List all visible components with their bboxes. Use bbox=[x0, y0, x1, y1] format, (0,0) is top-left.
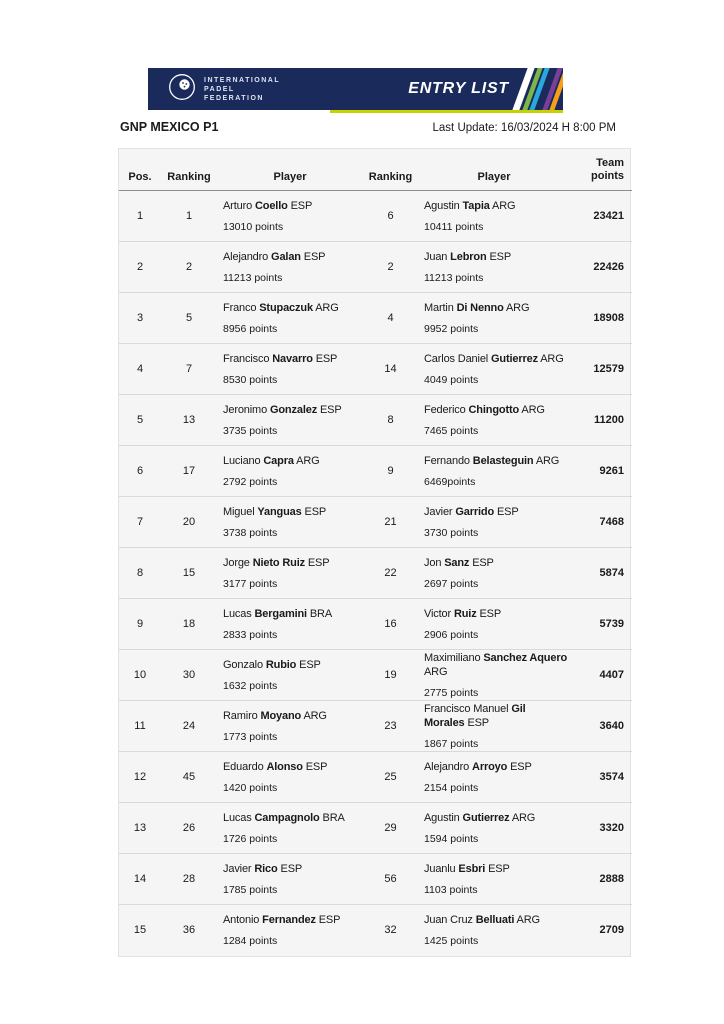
ipf-logo-text bbox=[204, 76, 280, 103]
player-points: 9952 points bbox=[424, 322, 479, 335]
player-points: 2775 points bbox=[424, 686, 479, 699]
player-cell-1 bbox=[217, 446, 363, 497]
player-name: Miguel Yanguas ESP bbox=[223, 505, 327, 518]
last-update: Last Update: 16/03/2024 H 8:00 PM bbox=[432, 122, 616, 134]
player-name: Eduardo Alonso ESP bbox=[223, 760, 328, 773]
player-cell-2 bbox=[418, 395, 570, 446]
player-points: 1867 points bbox=[424, 737, 479, 750]
ranking-cell-2: 21 bbox=[363, 497, 418, 548]
position-cell: 8 bbox=[119, 548, 161, 599]
player-cell-1 bbox=[217, 242, 363, 293]
ranking-cell-2: 2 bbox=[363, 242, 418, 293]
player-points: 3738 points bbox=[223, 526, 278, 539]
position-cell: 2 bbox=[119, 242, 161, 293]
player-name: Lucas Campagnolo BRA bbox=[223, 811, 345, 824]
ranking-cell-1: 15 bbox=[161, 548, 217, 599]
team-points-cell: 5874 bbox=[570, 548, 632, 599]
position-cell: 5 bbox=[119, 395, 161, 446]
player-cell-1 bbox=[217, 650, 363, 701]
ranking-cell-1: 18 bbox=[161, 599, 217, 650]
ranking-cell-1: 28 bbox=[161, 854, 217, 905]
player-cell-2 bbox=[418, 191, 570, 242]
team-points-cell: 3320 bbox=[570, 803, 632, 854]
player-points: 1420 points bbox=[223, 781, 278, 794]
player-name: Federico Chingotto ARG bbox=[424, 403, 545, 416]
player-cell-1 bbox=[217, 548, 363, 599]
info-row bbox=[120, 120, 616, 134]
ipf-banner bbox=[148, 68, 563, 110]
player-cell-1 bbox=[217, 905, 363, 956]
ranking-cell-1: 30 bbox=[161, 650, 217, 701]
player-cell-1 bbox=[217, 701, 363, 752]
ranking-cell-2: 14 bbox=[363, 344, 418, 395]
banner-underline bbox=[330, 110, 563, 113]
ranking-cell-2: 25 bbox=[363, 752, 418, 803]
ranking-cell-2: 16 bbox=[363, 599, 418, 650]
player-points: 3735 points bbox=[223, 424, 278, 437]
player-points: 1632 points bbox=[223, 679, 278, 692]
player-name: Jorge Nieto Ruiz ESP bbox=[223, 556, 330, 569]
ranking-cell-2: 32 bbox=[384, 924, 397, 937]
player-name: Alejandro Galan ESP bbox=[223, 250, 326, 263]
team-points-cell: 4407 bbox=[570, 650, 632, 701]
ranking-cell-1: 1 bbox=[161, 191, 217, 242]
position-cell: 9 bbox=[119, 599, 161, 650]
ipf-logo bbox=[148, 73, 280, 106]
player-name: Juan Cruz Belluati ARG bbox=[424, 913, 540, 926]
ranking-cell-2: 9 bbox=[363, 446, 418, 497]
player-name: Gonzalo Rubio ESP bbox=[223, 658, 321, 671]
player-points: 6469points bbox=[424, 475, 476, 488]
player-points: 1284 points bbox=[223, 934, 278, 947]
ranking-cell-2: 29 bbox=[363, 803, 418, 854]
player-cell-2 bbox=[418, 242, 570, 293]
player-cell-1 bbox=[217, 344, 363, 395]
team-points-cell: 3574 bbox=[570, 752, 632, 803]
table-row bbox=[119, 293, 632, 344]
team-points-cell: 18908 bbox=[570, 293, 632, 344]
table-row bbox=[119, 905, 632, 956]
ranking-cell-2: 56 bbox=[363, 854, 418, 905]
player-name: Fernando Belasteguin ARG bbox=[424, 454, 560, 467]
position-cell: 3 bbox=[119, 293, 161, 344]
ranking-cell-1: 17 bbox=[161, 446, 217, 497]
player-name: Javier Garrido ESP bbox=[424, 505, 519, 518]
banner-title: ENTRY LIST bbox=[408, 80, 509, 97]
player-points: 10411 points bbox=[424, 220, 484, 233]
col-header-pos: Pos. bbox=[119, 149, 161, 191]
player-name: Maximiliano Sanchez Aquero ARG bbox=[424, 651, 568, 678]
player-cell-1 bbox=[217, 497, 363, 548]
player-name: Juanlu Esbri ESP bbox=[424, 862, 510, 875]
team-points-cell: 7468 bbox=[570, 497, 632, 548]
player-cell-2 bbox=[418, 446, 570, 497]
team-points-cell: 23421 bbox=[570, 191, 632, 242]
ranking-cell-2: 4 bbox=[363, 293, 418, 344]
team-points-cell: 9261 bbox=[570, 446, 632, 497]
player-cell-2 bbox=[418, 650, 570, 701]
ranking-cell-1: 36 bbox=[182, 924, 196, 937]
entry-table-body bbox=[119, 191, 632, 956]
player-name: Carlos Daniel Gutierrez ARG bbox=[424, 352, 564, 365]
player-cell-2 bbox=[418, 548, 570, 599]
player-name: Francisco Manuel Gil Morales ESP bbox=[424, 702, 526, 729]
position-cell: 11 bbox=[119, 701, 161, 752]
ranking-cell-2: 6 bbox=[363, 191, 418, 242]
position-cell: 4 bbox=[119, 344, 161, 395]
position-cell: 7 bbox=[119, 497, 161, 548]
player-points: 2833 points bbox=[223, 628, 278, 641]
player-points: 1785 points bbox=[223, 883, 278, 896]
player-cell-1 bbox=[217, 803, 363, 854]
ranking-cell-1: 45 bbox=[161, 752, 217, 803]
player-points: 8956 points bbox=[223, 322, 278, 335]
player-name: Juan Lebron ESP bbox=[424, 250, 512, 263]
position-cell: 1 bbox=[119, 191, 161, 242]
player-points: 2697 points bbox=[424, 577, 479, 590]
player-points: 3177 points bbox=[223, 577, 278, 590]
team-points-cell: 2709 bbox=[599, 924, 624, 937]
player-points: 1103 points bbox=[424, 883, 478, 896]
player-cell-2 bbox=[418, 293, 570, 344]
player-points: 3730 points bbox=[424, 526, 479, 539]
ranking-cell-2: 22 bbox=[363, 548, 418, 599]
logo-line-2: PADEL bbox=[204, 85, 235, 93]
player-points: 1773 points bbox=[223, 730, 278, 743]
decorative-stripes bbox=[515, 68, 563, 110]
player-points: 2154 points bbox=[424, 781, 479, 794]
table-row bbox=[119, 242, 632, 293]
player-points: 11213 points bbox=[424, 271, 484, 284]
player-name: Martin Di Nenno ARG bbox=[424, 301, 530, 314]
logo-line-1: INTERNATIONAL bbox=[204, 76, 281, 84]
player-cell-1 bbox=[217, 293, 363, 344]
table-row bbox=[119, 446, 632, 497]
ranking-cell-1: 2 bbox=[161, 242, 217, 293]
table-row bbox=[119, 650, 632, 701]
player-cell-2 bbox=[418, 854, 570, 905]
ranking-cell-1: 5 bbox=[161, 293, 217, 344]
position-cell: 6 bbox=[119, 446, 161, 497]
col-header-ranking-1: Ranking bbox=[161, 149, 217, 191]
position-cell: 14 bbox=[119, 854, 161, 905]
table-row bbox=[119, 191, 632, 242]
player-cell-2 bbox=[418, 599, 570, 650]
player-name: Antonio Fernandez ESP bbox=[223, 913, 341, 926]
ranking-cell-1: 26 bbox=[161, 803, 217, 854]
player-cell-1 bbox=[217, 752, 363, 803]
logo-line-3: FEDERATION bbox=[204, 94, 264, 102]
player-name: Javier Rico ESP bbox=[223, 862, 303, 875]
position-cell: 10 bbox=[119, 650, 161, 701]
player-cell-2 bbox=[418, 497, 570, 548]
ranking-cell-2: 19 bbox=[363, 650, 418, 701]
player-cell-2 bbox=[418, 701, 570, 752]
team-points-cell: 22426 bbox=[570, 242, 632, 293]
player-cell-2 bbox=[418, 752, 570, 803]
ranking-cell-2: 8 bbox=[363, 395, 418, 446]
table-header-row bbox=[119, 149, 632, 191]
table-row bbox=[119, 701, 632, 752]
ranking-cell-1: 7 bbox=[161, 344, 217, 395]
ranking-cell-2: 23 bbox=[363, 701, 418, 752]
table-row bbox=[119, 752, 632, 803]
player-points: 1726 points bbox=[223, 832, 278, 845]
player-cell-1 bbox=[217, 395, 363, 446]
table-row bbox=[119, 548, 632, 599]
player-name: Jeronimo Gonzalez ESP bbox=[223, 403, 342, 416]
player-name: Francisco Navarro ESP bbox=[223, 352, 338, 365]
player-name: Victor Ruiz ESP bbox=[424, 607, 502, 620]
table-row bbox=[119, 497, 632, 548]
player-name: Luciano Capra ARG bbox=[223, 454, 320, 467]
table-row bbox=[119, 344, 632, 395]
tournament-title: GNP MEXICO P1 bbox=[120, 120, 219, 134]
table-row bbox=[119, 854, 632, 905]
ranking-cell-1: 13 bbox=[161, 395, 217, 446]
player-points: 8530 points bbox=[223, 373, 278, 386]
team-points-cell: 5739 bbox=[570, 599, 632, 650]
ranking-cell-1: 24 bbox=[161, 701, 217, 752]
player-name: Jon Sanz ESP bbox=[424, 556, 494, 569]
ranking-cell-1: 20 bbox=[161, 497, 217, 548]
player-cell-1 bbox=[217, 191, 363, 242]
entry-table bbox=[119, 149, 632, 956]
team-points-cell: 2888 bbox=[570, 854, 632, 905]
player-name: Arturo Coello ESP bbox=[223, 199, 313, 212]
col-header-ranking-2: Ranking bbox=[363, 149, 418, 191]
player-points: 1425 points bbox=[424, 934, 479, 947]
col-header-team-points: Team points bbox=[570, 149, 632, 191]
col-header-player-2: Player bbox=[418, 149, 570, 191]
padel-ball-icon bbox=[168, 73, 196, 106]
player-cell-1 bbox=[217, 854, 363, 905]
col-header-player-1: Player bbox=[217, 149, 363, 191]
team-points-cell: 11200 bbox=[570, 395, 632, 446]
player-cell-1 bbox=[217, 599, 363, 650]
position-cell: 13 bbox=[119, 803, 161, 854]
player-points: 2906 points bbox=[424, 628, 479, 641]
position-cell: 15 bbox=[133, 924, 147, 937]
player-name: Ramiro Moyano ARG bbox=[223, 709, 327, 722]
player-points: 7465 points bbox=[424, 424, 479, 437]
player-name: Lucas Bergamini BRA bbox=[223, 607, 333, 620]
player-cell-2 bbox=[418, 905, 570, 956]
player-points: 11213 points bbox=[223, 271, 283, 284]
team-points-cell: 12579 bbox=[570, 344, 632, 395]
position-cell: 12 bbox=[119, 752, 161, 803]
player-name: Franco Stupaczuk ARG bbox=[223, 301, 339, 314]
player-points: 13010 points bbox=[223, 220, 284, 233]
player-points: 1594 points bbox=[424, 832, 479, 845]
player-name: Agustin Tapia ARG bbox=[424, 199, 516, 212]
player-cell-2 bbox=[418, 803, 570, 854]
team-points-cell: 3640 bbox=[570, 701, 632, 752]
player-name: Agustin Gutierrez ARG bbox=[424, 811, 536, 824]
player-name: Alejandro Arroyo ESP bbox=[424, 760, 532, 773]
table-row bbox=[119, 599, 632, 650]
table-row bbox=[119, 395, 632, 446]
entry-table-container bbox=[118, 148, 631, 957]
table-row bbox=[119, 803, 632, 854]
player-cell-2 bbox=[418, 344, 570, 395]
player-points: 4049 points bbox=[424, 373, 479, 386]
player-points: 2792 points bbox=[223, 475, 278, 488]
